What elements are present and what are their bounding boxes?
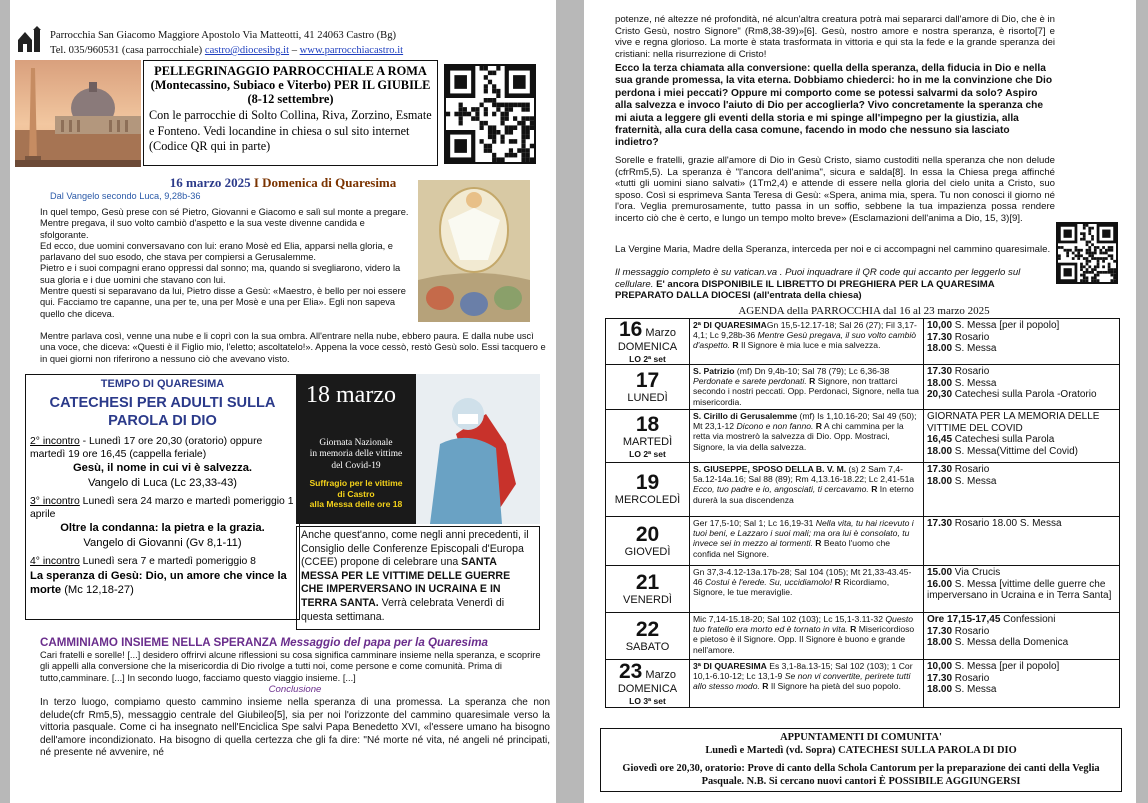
agenda-table [605, 318, 1120, 708]
message-intro: Cari fratelli e sorelle! [...] desidero offrirvi alcune riflessioni su cosa significa camminare insieme nella speranza, e scoprire gli appelli alla conversione che la misericordia di Dio rivolge a tutti noi, come persone e come comunità. Prima di tutto,camminare. [...] In secondo luogo, facciamo questo viaggio insieme. [...] [40, 650, 541, 683]
vatican-message-qr-code[interactable] [1056, 222, 1118, 284]
pilgrimage-box [143, 60, 438, 166]
agenda-event: 17.30 Rosario [927, 625, 990, 637]
appointments-title: APPUNTAMENTI DI COMUNITA' [780, 732, 942, 743]
catechesi-season: TEMPO DI QUARESIMA [100, 378, 225, 390]
agenda-month: Marzo [642, 327, 676, 339]
agenda-response-marker: R [815, 538, 822, 549]
agenda-row [606, 463, 1120, 517]
community-appointments-box [600, 728, 1122, 792]
parish-email-link[interactable]: castro@diocesibg.it [204, 45, 290, 56]
meeting-when: Lunedì sera 7 e martedì pomeriggio 8 [79, 556, 256, 568]
agenda-event: 18.00 S. Messa(Vittime del Covid) [927, 445, 1078, 457]
gospel-paragraph: Mentre questi si separavano da lui, Pietro disse a Gesù: «Maestro, è bello per noi essere qui. Facciamo tre capanne, una per te, una per Mosè e una per Elia». Egli non sapeva quello che diceva. [40, 286, 406, 319]
vatican-note: Il messaggio completo è su vatican.va . Puoi inquadrare il QR code qui accanto per leggerlo sul cellulare. [615, 267, 1021, 290]
left-page [10, 0, 556, 803]
agenda-event: 18.00 S. Messa [927, 475, 997, 487]
agenda-response-marker: R [871, 484, 878, 495]
agenda-day-cell [606, 613, 690, 660]
message-closing: Sorelle e fratelli, grazie all'amore di Dio in Gesù Cristo, siamo custoditi nella speranza che non delude (cfrRm5,5). La speranza è "l'ancora dell'anima", sicura e salda[8]. In essa la Chiesa prega affinché «tutti gli uomini siano salvati» (1Tm2,4) e attende di essere nella gloria del cielo unita a Cristo, suo sposo. Così si esprimeva Santa Teresa di Gesù: «Spera, anima mia, spera. Tu non conosci il giorno né l'ora. Veglia premurosamente, tutto passa in un soffio, sebbene la tua impazienza possa rendere incerto ciò che è certo, e lungo un tempo molto breve» (Esclamazioni dell'anima a Dio, 15, 3)[9]. [615, 155, 1055, 224]
agenda-readings-cell [690, 319, 924, 365]
agenda-day-number: 20 [635, 522, 660, 546]
appointments-catechesi: Lunedì e Martedì (vd. Sopra) CATECHESI SULLA PAROLA DI DIO [705, 745, 1017, 757]
meeting-theme: La speranza di Gesù: Dio, un amore che vince la morte [30, 569, 287, 596]
agenda-psalm-response: Il Signore è mia luce e mia salvezza. [738, 340, 881, 351]
appointments-choir: Giovedì ore 20,30, oratorio: Prove di canto della Schola Cantorum per la preparazione dei canti della Veglia Pasquale. N.B. Si cercano nuovi cantori È POSSIBILE AGGIUNGERSI [622, 762, 1100, 788]
agenda-psalter-week: LO 3ª set [629, 696, 666, 706]
agenda-readings: Es 3,1-8a.13-15; Sal 102 (103); 1 Cor 10,1-6.10-12; Lc 13,1-9 [693, 661, 913, 682]
agenda-day-cell [606, 319, 690, 365]
agenda-gospel-quote: Costui è l'erede. Su, uccidiamolo! [704, 577, 833, 588]
gospel-date: 16 marzo 2025 [169, 175, 251, 190]
poster-text [300, 438, 412, 472]
agenda-response-marker: R [815, 421, 823, 432]
covid-memorial-poster [296, 374, 540, 524]
agenda-response-marker: R [732, 340, 739, 351]
ccee-intro: Anche quest'anno, come negli anni precedenti, il Consiglio delle Conferenze Episcopali d'Europa (CCEE) propone di celebrare una [301, 529, 529, 569]
agenda-event: 16,45 Catechesi sulla Parola [927, 434, 1055, 446]
agenda-day-cell [606, 365, 690, 410]
poster-suffrage-line: Suffragio per le vittime [309, 478, 403, 488]
agenda-readings-cell [690, 660, 924, 708]
agenda-response-marker: R [834, 577, 841, 588]
meeting-reference: Vangelo di Luca (Lc 23,33-43) [87, 477, 238, 490]
agenda-psalter-week: LO 2ª set [629, 354, 666, 364]
agenda-event: Ore 17,15-17,45 Confessioni [927, 614, 1056, 625]
agenda-events-cell [924, 365, 1120, 410]
parish-address: Parrocchia San Giacomo Maggiore Apostolo Via Matteotti, 41 24063 Castro (Bg) [50, 30, 397, 41]
parish-website-link[interactable]: www.parrocchiacastro.it [299, 45, 404, 56]
agenda-gospel-quote: Ecco, tuo padre e io, angosciati, ti cercavamo. [693, 484, 869, 495]
agenda-row [606, 660, 1120, 708]
agenda-row [606, 410, 1120, 463]
agenda-event: 17.30 Rosario [927, 331, 990, 343]
transfiguration-painting [418, 180, 530, 322]
agenda-readings-cell [690, 517, 924, 566]
agenda-weekday: VENERDÌ [623, 593, 672, 606]
parish-phone: Tel. 035/960531 (casa parrocchiale) [50, 45, 203, 56]
meeting-theme: Gesù, il nome in cui vi è salvezza. [72, 462, 253, 475]
message-subtitle: Messaggio del papa per la Quaresima [280, 636, 488, 649]
agenda-day-cell [606, 463, 690, 517]
poster-line: in memoria delle vittime [309, 449, 403, 460]
agenda-events-cell [924, 410, 1120, 463]
agenda-event: 18.00 S. Messa della Domenica [927, 637, 1069, 649]
agenda-day-number: 21 [635, 570, 660, 594]
agenda-gospel-quote: Questo tuo fratello era morto ed è tornato in vita. [693, 614, 914, 635]
agenda-day-number: 23 [619, 660, 643, 683]
agenda-day-number: 19 [635, 471, 660, 494]
agenda-response-marker: R [762, 681, 769, 692]
rome-basilica-photo [15, 60, 141, 167]
poster-line: del Covid-19 [331, 460, 381, 471]
agenda-event: 18.00 S. Messa [927, 343, 997, 355]
parish-header [50, 28, 403, 58]
agenda-events-cell [924, 463, 1120, 517]
message-title: CAMMINIAMO INSIEME NELLA SPERANZA [40, 636, 278, 649]
agenda-psalm-response: A chi cammina per la retta via mostrerò la salvezza di Dio. Opp. Mostraci, Signore, la via della salvezza. [693, 421, 904, 452]
agenda-readings-cell [690, 566, 924, 613]
agenda-day-cell [606, 660, 690, 708]
agenda-response-marker: R [809, 376, 816, 387]
ccee-mass-title: SANTA MESSA PER LE VITTIME DELLE GUERRE CHE IMPERVERSANO IN UCRAINA E IN TERRA SANTA. [301, 556, 511, 609]
agenda-title: AGENDA della PARROCCHIA dal 16 al 23 marzo 2025 [738, 305, 990, 317]
agenda-weekday: DOMENICA [617, 341, 678, 353]
agenda-gospel-quote: Perdonate e sarete perdonati. [693, 376, 807, 387]
agenda-weekday: MERCOLEDÌ [614, 494, 681, 506]
agenda-psalm-response: Beato l'uomo che confida nel Signore. [693, 538, 891, 559]
agenda-event: 18.00 S. Messa [927, 377, 997, 389]
agenda-day-number: 17 [635, 368, 660, 392]
message-conversion-call: Ecco la terza chiamata alla conversione: quella della speranza, della fiducia in Dio e nella sua grande promessa, la vita eterna. Dobbiamo chiederci: ho in me la convinzione che Dio perdona i miei peccati? Oppure mi comporto come se potessi salvarmi da solo? Aspiro alla salvezza e invoco l'aiuto di Dio per accoglierla? Vivo concretamente la speranza che mi aiuta a leggere gli eventi della storia e mi spinge all'impegno per la giustizia, alla fraternità, alla cura della casa comune, facendo in modo che nessuno sia lasciato indietro? [615, 63, 1053, 149]
meeting-theme: Oltre la condanna: la pietra e la grazia. [60, 522, 265, 535]
agenda-feast: S. GIUSEPPE, SPOSO DELLA B. V. M. [693, 464, 847, 474]
agenda-weekday: MARTEDÌ [622, 435, 673, 448]
agenda-readings-cell [690, 613, 924, 660]
agenda-events-cell [924, 517, 1120, 566]
agenda-readings-cell [690, 365, 924, 410]
gospel-paragraph: Mentre parlava così, venne una nube e li coprì con la sua ombra. All'entrare nella nube, ebbero paura. E dalla nube uscì una voce, che diceva: «Questi è il Figlio mio, l'eletto; ascoltatelo!». Appena la voce cessò, restò Gesù solo. Essi tacquero e in quei giorni non riferirono a nessuno ciò che avevano visto. [40, 331, 546, 364]
agenda-feast: 3ª DI QUARESIMA [693, 661, 767, 671]
agenda-day-cell [606, 410, 690, 463]
meeting-label: 2° incontro [30, 436, 80, 447]
poster-suffrage-line: di Castro [337, 488, 375, 499]
agenda-psalter-week: LO 2ª set [629, 448, 666, 459]
agenda-event: 17.30 Rosario [927, 366, 990, 377]
agenda-event: 20,30 Catechesi sulla Parola -Oratorio [927, 389, 1097, 401]
agenda-gospel-quote: Se non vi convertite, perirete tutti allo stesso modo. [693, 671, 911, 692]
poster-suffrage-line: alla Messa delle ore 18 [309, 499, 403, 509]
agenda-event: 17.30 Rosario 18.00 S. Messa [927, 518, 1062, 529]
agenda-day-cell [606, 517, 690, 566]
poster-date: 18 marzo [306, 382, 396, 408]
agenda-psalm-response: Signore, non trattarci secondo i nostri peccati. Opp. Perdonaci, Signore, nella tua misericordia. [693, 376, 919, 407]
agenda-readings: (mf) Is 1,10.16-20; Sal 49 (50); Mt 23,1-12 [693, 411, 917, 432]
ccee-box [296, 526, 540, 630]
right-page [584, 0, 1136, 803]
gospel-sunday: I Domenica di Quaresima [253, 175, 397, 190]
message-heading [40, 636, 550, 649]
agenda-row [606, 613, 1120, 660]
agenda-day-number: 22 [635, 617, 660, 641]
ccee-note: Verrà celebrata Venerdì di questa settimana. [301, 596, 505, 623]
agenda-readings-cell [690, 410, 924, 463]
agenda-events-cell [924, 566, 1120, 613]
agenda-row [606, 365, 1120, 410]
agenda-response-marker: R [850, 624, 857, 635]
message-note [615, 267, 1055, 302]
agenda-event: 10,00 S. Messa [per il popolo] [927, 661, 1060, 672]
agenda-readings-cell [690, 463, 924, 517]
gospel-paragraph: Pietro e i suoi compagni erano oppressi dal sonno; ma, quando si svegliarono, videro la sua gloria e i due uomini che stavano con lui. [40, 263, 401, 285]
gospel-paragraph: Ed ecco, due uomini conversavano con lui: erano Mosè ed Elia, apparsi nella gloria, e parlavano del suo esodo, che stava per compiersi a Gerusalemme. [40, 240, 393, 263]
message-virgin-mary: La Vergine Maria, Madre della Speranza, interceda per noi e ci accompagni nel cammino quaresimale. [615, 244, 1051, 255]
meeting-when: Lunedì sera 24 marzo e martedì pomeriggio 1 aprile [30, 496, 294, 520]
agenda-psalm-response: In eterno durerà la sua discendenza [693, 484, 914, 505]
agenda-events-cell [924, 660, 1120, 708]
agenda-psalm-response: Ricordiamo, Signore, le tue meraviglie. [693, 577, 890, 598]
gospel-text [40, 207, 414, 320]
agenda-day-cell [606, 566, 690, 613]
gospel-paragraph: In quel tempo, Gesù prese con sé Pietro, Giovanni e Giacomo e salì sul monte a pregare. Mentre pregava, il suo volto cambiò d'aspetto e la sua veste divenne candida e sfolgorante. [40, 207, 409, 240]
meeting-reference: Vangelo di Giovanni (Gv 8,1-11) [83, 537, 242, 550]
agenda-readings: (s) 2 Sam 7,4-5a.12-14a.16; Sal 88 (89); Rm 4,13.16-18.22; Lc 2,41-51a [693, 464, 915, 485]
agenda-event: 10,00 S. Messa [per il popolo] [927, 320, 1060, 331]
agenda-event: 17.30 Rosario [927, 672, 990, 684]
agenda-readings: Mic 7,14-15.18-20; Sal 102 (103); Lc 15,1-3.11-32 [693, 614, 886, 624]
agenda-gospel-quote: Nella vita, tu hai ricevuto i tuoi beni, e Lazzaro i suoi mali; ma ora lui è consolato, tu invece sei in mezzo ai tormenti. [693, 518, 914, 549]
catechesi-meeting [30, 436, 295, 491]
booklet-note: E' ancora DISPONIBILE IL LIBRETTO DI PREGHIERA PER LA QUARESIMA PREPARATO DALLA DIOCESI (all'entrata della chiesa) [615, 278, 995, 302]
agenda-event: 15.00 Via Crucis [927, 567, 1001, 578]
nurse-italy-illustration [416, 374, 540, 524]
agenda-readings: (mf) Dn 9,4b-10; Sal 78 (79); Lc 6,36-38 [734, 366, 890, 376]
agenda-feast: S. Cirillo di Gerusalemme [693, 411, 798, 421]
agenda-feast: 2ª DI QUARESIMA [693, 320, 767, 330]
agenda-weekday: GIOVEDÌ [624, 545, 671, 558]
agenda-day-number: 16 [619, 318, 643, 341]
agenda-readings: Gn 15,5-12.17-18; Sal 26 (27); Fil 3,17-4,1; Lc 9,28b-36 [693, 320, 917, 341]
meeting-label: 4° incontro [30, 556, 80, 568]
agenda-event: GIORNATA PER LA MEMORIA DELLE VITTIME DEL COVID [927, 411, 1100, 434]
agenda-readings: Gn 37,3-4.12-13a.17b-28; Sal 104 (105); Mt 21,33-43.45-46 [693, 567, 912, 588]
parish-contacts [50, 43, 403, 58]
meeting-label: 3° incontro [30, 496, 80, 508]
pilgrimage-qr-code[interactable] [444, 64, 536, 164]
pilgrimage-title: PELLEGRINAGGIO PARROCCHIALE A ROMA (Montecassino, Subiaco e Viterbo) PER IL GIUBILE (8-12 settembre) [150, 64, 431, 106]
agenda-day-number: 18 [635, 412, 660, 436]
agenda-psalm-response: Misericordioso e pietoso è il Signore. Opp. Il Signore è buono e grande nell'amore. [693, 624, 915, 655]
agenda-row [606, 517, 1120, 566]
agenda-row [606, 319, 1120, 365]
meeting-reference: (Mc 12,18-27) [61, 583, 134, 596]
catechesi-meeting [30, 496, 295, 551]
agenda-events-cell [924, 613, 1120, 660]
agenda-event: 17.30 Rosario [927, 464, 990, 475]
agenda-gospel-quote: Mentre Gesù pregava, il suo volto cambiò d'aspetto. [693, 330, 917, 351]
catechesi-box [25, 374, 300, 620]
agenda-row [606, 566, 1120, 613]
agenda-feast: S. Patrizio [693, 366, 735, 376]
agenda-weekday: DOMENICA [617, 683, 678, 695]
agenda-readings: Ger 17,5-10; Sal 1; Lc 16,19-31 [693, 518, 816, 528]
church-logo-icon [16, 26, 44, 54]
agenda-weekday: SABATO [625, 640, 670, 653]
contact-separator: – [289, 45, 300, 56]
message-continued: potenze, né altezze né profondità, né alcun'altra creatura potrà mai separarci dall'amore di Dio, che è in Cristo Gesù, nostro Signore" (Rm8,38-39)»[6]. Gesù, nostro amore e nostra speranza, è risorto[7] e vive e regna glorioso. La morte è stata trasformata in vittoria e qui sta la fede e la grande speranza dei cristiani: nella risurrezione di Cristo! [615, 14, 1055, 60]
catechesi-title: CATECHESI PER ADULTI SULLA PAROLA DI DIO [49, 395, 276, 429]
agenda-event: 16.00 S. Messa [vittime delle guerre che imperversano in Ucraina e in Terra Santa] [927, 578, 1112, 602]
agenda-psalm-response: Il Signore ha pietà del suo popolo. [768, 681, 901, 692]
meeting-when: - Lunedì 17 ore 20,30 (oratorio) oppure martedì 19 ore 16,45 (cappella feriale) [30, 436, 263, 460]
poster-suffrage [300, 478, 412, 510]
agenda-weekday: LUNEDÌ [627, 391, 668, 404]
message-conclusion-label: Conclusione [268, 684, 322, 695]
pilgrimage-body: Con le parrocchie di Solto Collina, Riva, Zorzino, Esmate e Fonteno. Vedi locandine in chiesa o sul sito internet (Codice QR qui in parte) [149, 108, 432, 154]
agenda-event: 18.00 S. Messa [927, 684, 997, 696]
agenda-events-cell [924, 319, 1120, 365]
poster-line: Giornata Nazionale [319, 438, 393, 448]
message-body: In terzo luogo, compiamo questo cammino insieme nella speranza di una promessa. La speranza che non delude(cfr Rm5,5), messaggio centrale del Giubileo[5], sia per noi l'orizzonte del cammino quaresimale verso la vittoria pasquale. Come ci ha insegnato nell'Enciclica Spe salvi Papa Benedetto XVI, «l'essere umano ha bisogno dell'amore incondizionato. Ha bisogno di quella certezza che gli fa dire: "Né morte né vita, né angeli né principati, né presente né avvenire, né [40, 697, 550, 759]
gospel-reference: Dal Vangelo secondo Luca, 9,28b-36 [50, 191, 201, 201]
catechesi-meeting [30, 556, 295, 597]
agenda-month: Marzo [642, 669, 676, 681]
agenda-gospel-quote: Dicono e non fanno. [736, 421, 814, 432]
